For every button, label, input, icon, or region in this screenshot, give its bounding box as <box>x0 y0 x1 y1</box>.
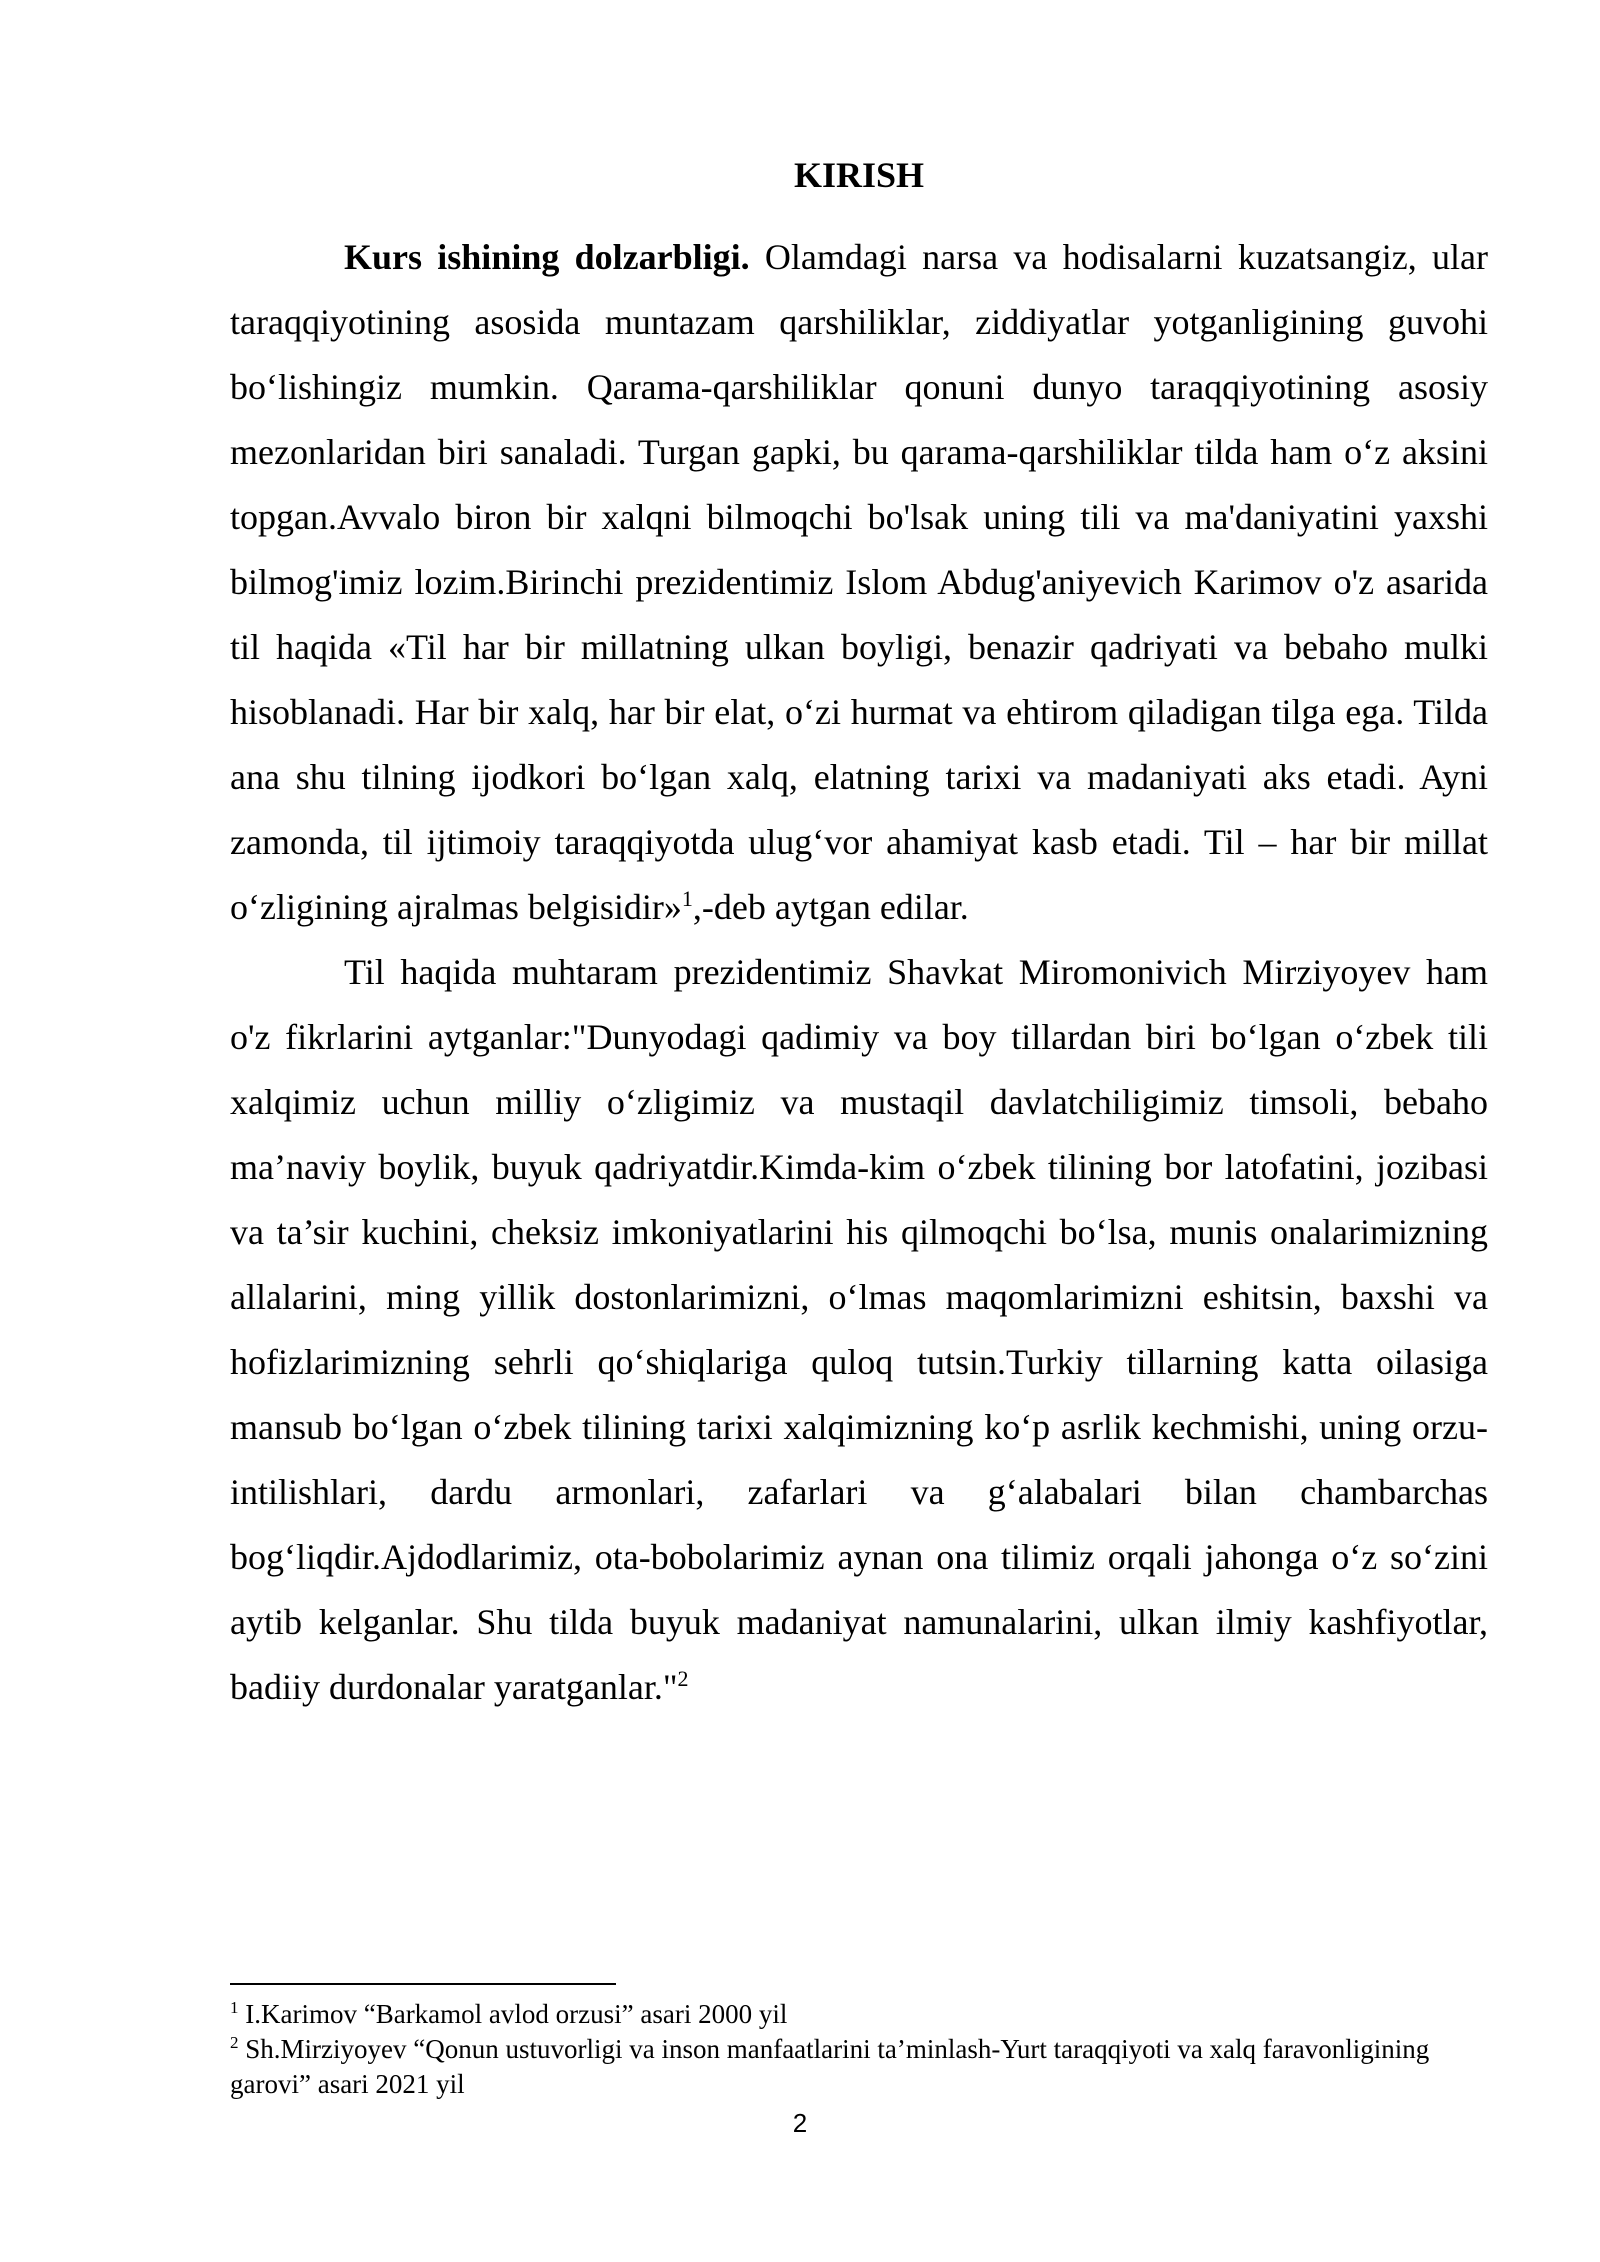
footnote-ref-1[interactable]: 1 <box>681 886 693 911</box>
main-content <box>230 145 1488 1720</box>
paragraph-relevance <box>230 225 1488 940</box>
paragraph-president-quote <box>230 940 1488 1720</box>
footnote-2 <box>230 2032 1488 2102</box>
footnote-text: I.Karimov “Barkamol avlod orzusi” asari 2000 yil <box>238 1999 788 2029</box>
footnote-ref-2[interactable]: 2 <box>677 1666 689 1691</box>
paragraph-body-text: Olamdagi narsa va hodisalarni kuzatsangiz, ular taraqqiyotining asosida muntazam qarshiliklar, ziddiyatlar yotganligining guvohi bo‘lishingiz mumkin. Qarama-qarshiliklar qonuni dunyo taraqqiyotining asosiy mezonlaridan biri sanaladi. Turgan gapki, bu qarama-qarshiliklar tilda ham o‘z aksini topgan.Avvalo biron bir xalqni bilmoqchi bo'lsak uning tili va ma'daniyatini yaxshi bilmog'imiz lozim.Birinchi prezidentimiz Islom Abdug'aniyevich Karimov o'z asarida til haqida «Til har bir millatning ulkan boyligi, benazir qadriyati va bebaho mulki hisoblanadi. Har bir xalq, har bir elat, o‘zi hurmat va ehtirom qiladigan tilga ega. Tilda ana shu tilning ijodkori bo‘lgan xalq, elatning tarixi va madaniyati aks etadi. Ayni zamonda, til ijtimoiy taraqqiyotda ulug‘vor ahamiyat kasb etadi. Til – har bir millat o‘zligining ajralmas belgisidir» <box>230 237 1488 927</box>
footnote-marker: 1 <box>230 1998 239 2017</box>
footnote-separator <box>230 1983 616 1985</box>
page-number: 2 <box>792 2108 808 2138</box>
paragraph-tail-text: ,-deb aytgan edilar. <box>692 887 969 927</box>
footnote-text: Sh.Mirziyoyev “Qonun ustuvorligi va inson manfaatlarini ta’minlash-Yurt taraqqiyoti va xalq faravonligining garovi” asari 2021 yil <box>230 2034 1430 2099</box>
footnote-marker: 2 <box>230 2033 239 2052</box>
footnotes-section <box>230 1983 1488 2102</box>
footnote-1 <box>230 1997 1488 2032</box>
page-title: KIRISH <box>793 155 925 195</box>
paragraph-lead-heading: Kurs ishining dolzarbligi. <box>344 237 750 277</box>
paragraph-body-text: Til haqida muhtaram prezidentimiz Shavkat Miromonivich Mirziyoyev ham o'z fikrlarini aytganlar:"Dunyodagi qadimiy va boy tillardan biri bo‘lgan o‘zbek tili xalqimiz uchun milliy o‘zligimiz va mustaqil davlatchiligimiz timsoli, bebaho ma’naviy boylik, buyuk qadriyatdir.Kimda-kim o‘zbek tilining bor latofatini, jozibasi va ta’sir kuchini, cheksiz imkoniyatlarini his qilmoqchi bo‘lsa, munis onalarimizning allalarini, ming yillik dostonlarimizni, o‘lmas maqomlarimizni eshitsin, baxshi va hofizlarimizning sehrli qo‘shiqlariga quloq tutsin.Turkiy tillarning katta oilasiga mansub bo‘lgan o‘zbek tilining tarixi xalqimizning ko‘p asrlik kechmishi, uning orzu-intilishlari, dardu armonlari, zafarlari va g‘alabalari bilan chambarchas bog‘liqdir.Ajdodlarimiz, ota-bobolarimiz aynan ona tilimiz orqali jahonga o‘z so‘zini aytib kelganlar. Shu tilda buyuk madaniyat namunalarini, ulkan ilmiy kashfiyotlar, badiiy durdonalar yaratganlar." <box>230 952 1488 1707</box>
